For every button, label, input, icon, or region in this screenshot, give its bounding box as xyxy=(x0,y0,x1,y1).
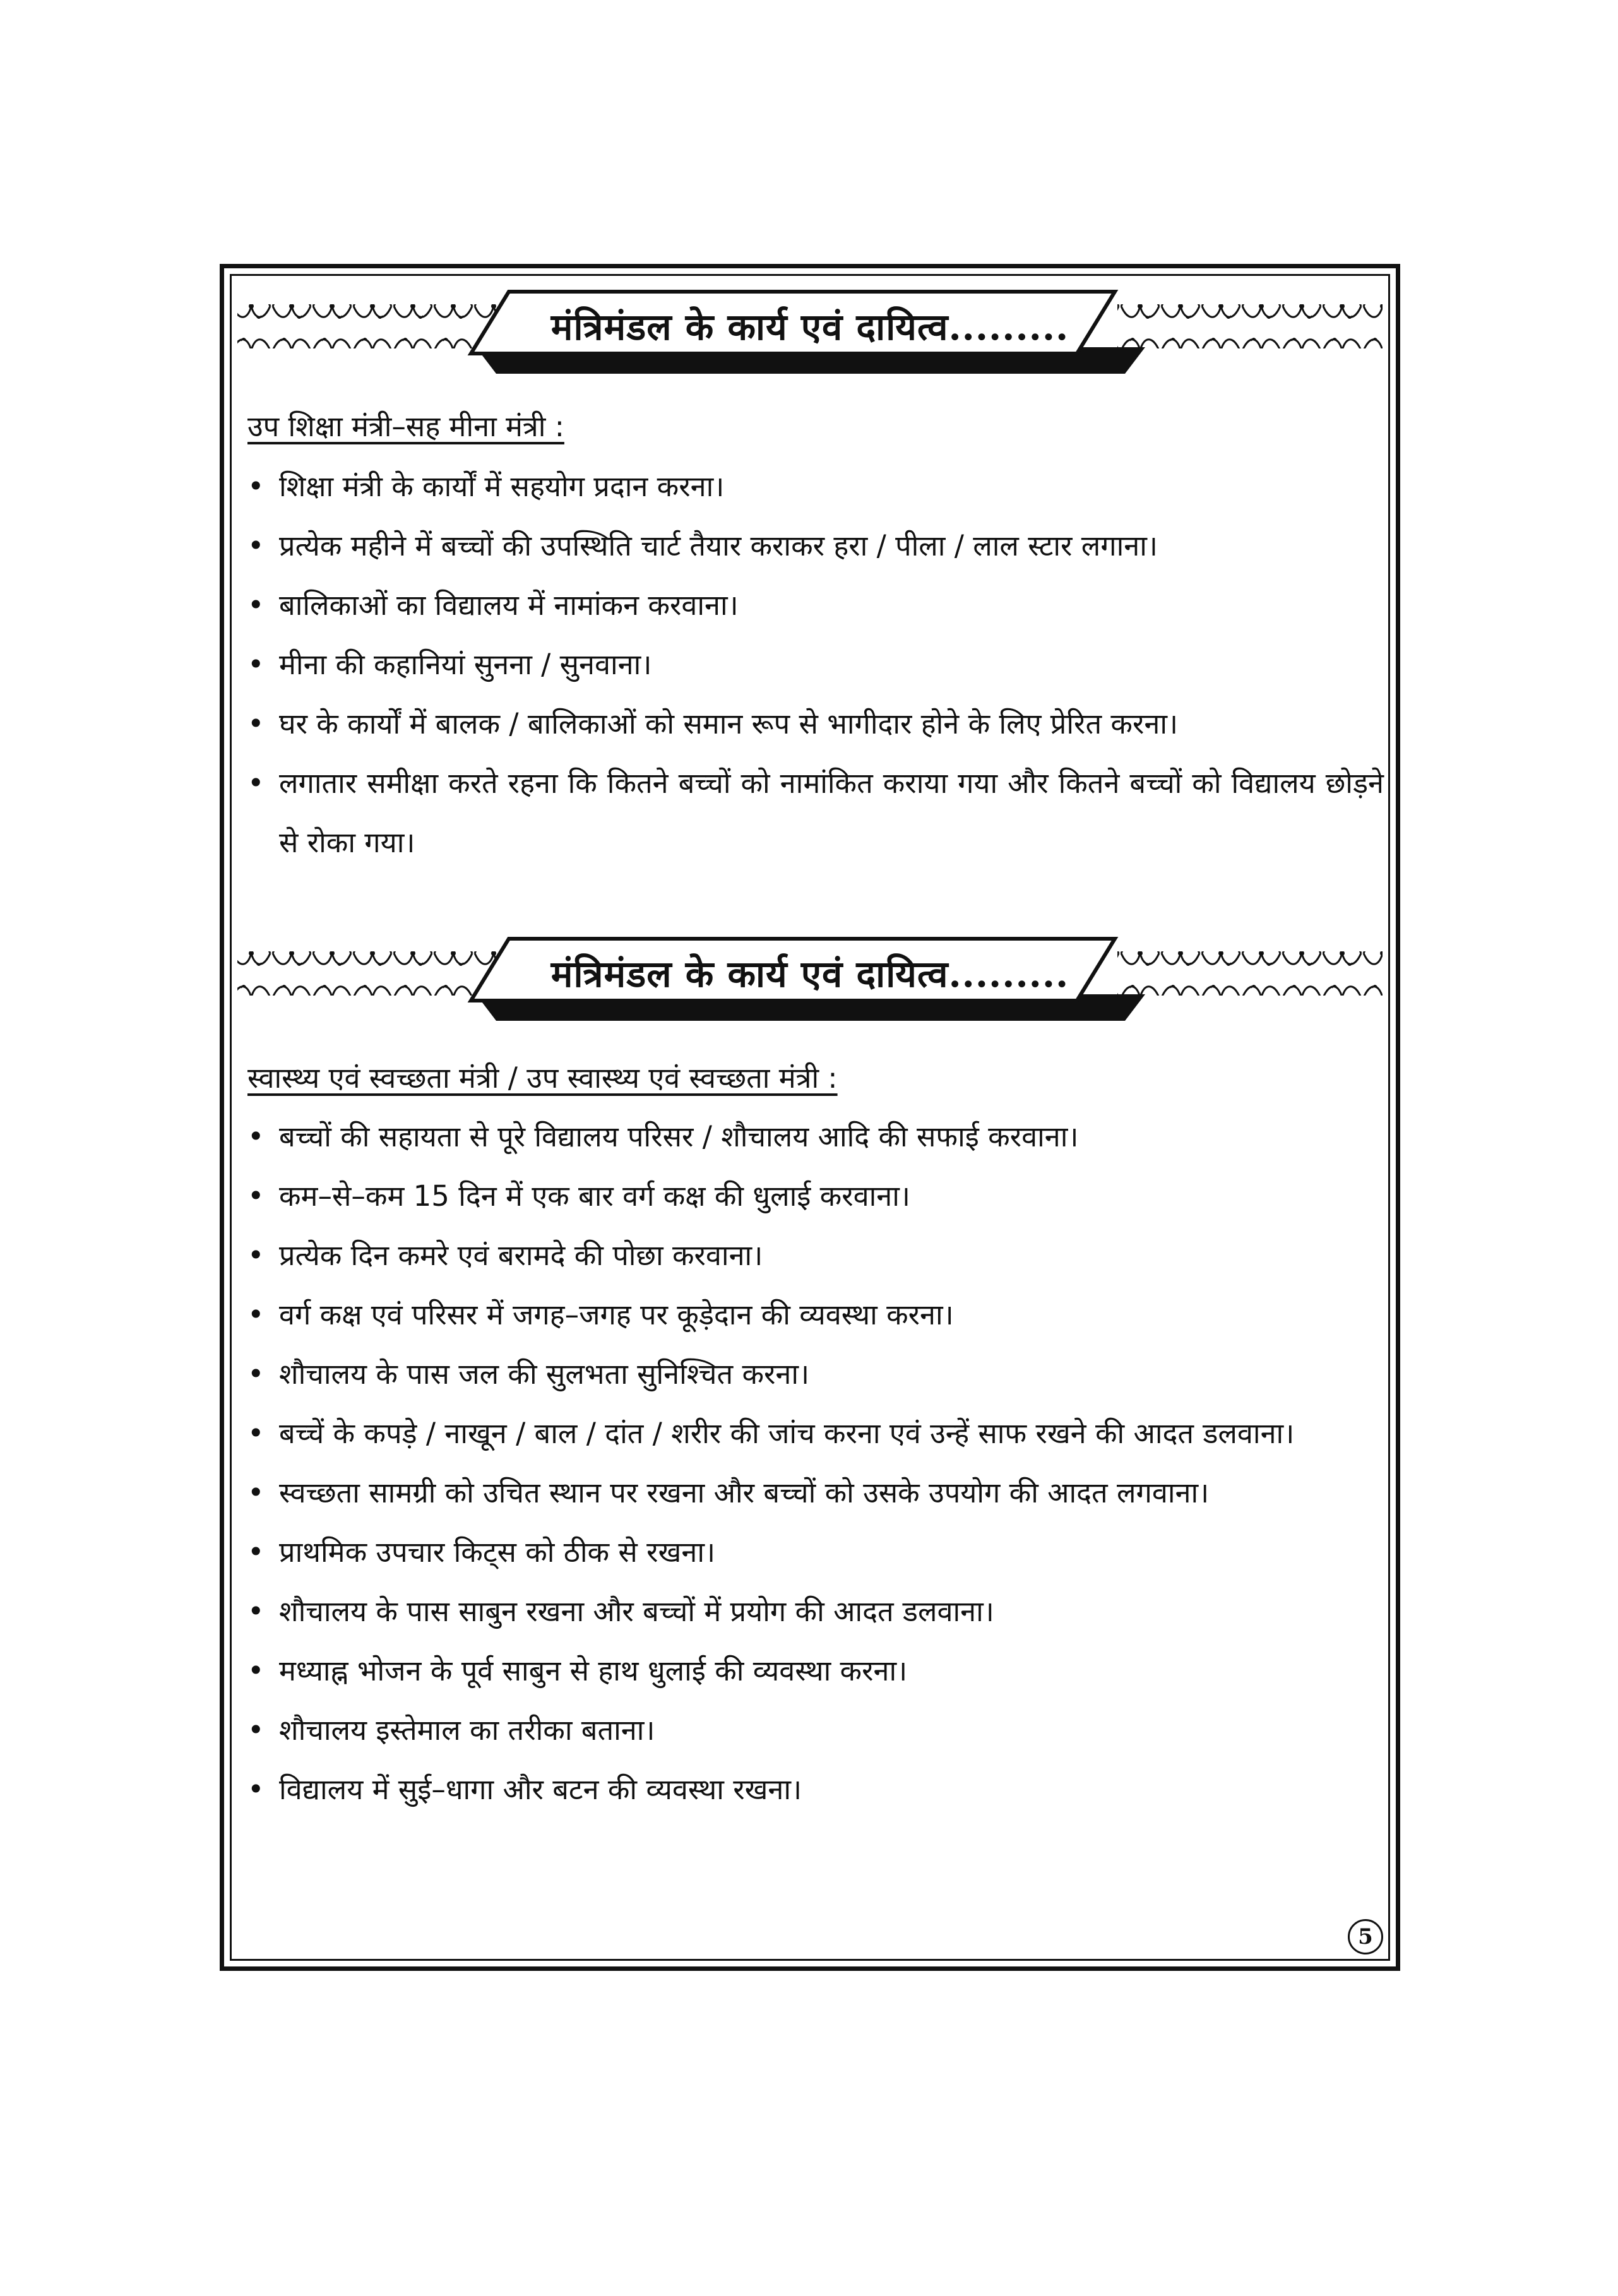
section-header-banner xyxy=(231,931,1389,1026)
bullet-icon: • xyxy=(247,1120,265,1153)
bullet-icon: • xyxy=(247,1713,265,1747)
bullet-icon: • xyxy=(247,1595,265,1628)
page-number-badge: 5 xyxy=(1348,1919,1383,1954)
list-item: • वर्ग कक्ष एवं परिसर में जगह–जगह पर कूड़ेदान की व्यवस्था करना। xyxy=(247,1285,1384,1345)
list-item: • प्रत्येक महीने में बच्चों की उपस्थिति चार्ट तैयार कराकर हरा / पीला / लाल स्टार लगाना। xyxy=(247,516,1384,576)
list-item: • कम–से–कम 15 दिन में एक बार वर्ग कक्ष की धुलाई करवाना। xyxy=(247,1167,1384,1226)
bullet-icon: • xyxy=(247,1417,265,1450)
duties-list xyxy=(247,457,1384,872)
bullet-icon: • xyxy=(247,470,265,503)
bullet-icon: • xyxy=(247,766,265,800)
list-item: • बच्चों की सहायता से पूरे विद्यालय परिसर / शौचालय आदि की सफाई करवाना। xyxy=(247,1107,1384,1167)
bullet-icon: • xyxy=(247,1179,265,1213)
bullet-icon: • xyxy=(247,648,265,681)
list-item: • लगातार समीक्षा करते रहना कि कितने बच्चों को नामांकित कराया गया और कितने बच्चों को विद्यालय छोड़ने से रोका गया। xyxy=(247,754,1384,872)
bullet-icon: • xyxy=(247,1298,265,1331)
duties-list xyxy=(247,1107,1384,1819)
list-item: • बालिकाओं का विद्यालय में नामांकन करवाना। xyxy=(247,576,1384,635)
list-item: • स्वच्छता सामग्री को उचित स्थान पर रखना और बच्चों को उसके उपयोग की आदत लगवाना। xyxy=(247,1463,1384,1523)
bullet-icon: • xyxy=(247,1773,265,1806)
list-item: • घर के कार्यों में बालक / बालिकाओं को समान रूप से भागीदार होने के लिए प्रेरित करना। xyxy=(247,694,1384,754)
list-item: • शिक्षा मंत्री के कार्यों में सहयोग प्रदान करना। xyxy=(247,457,1384,516)
bullet-icon: • xyxy=(247,707,265,741)
section-subheading: स्वास्थ्य एवं स्वच्छता मंत्री / उप स्वास्थ्य एवं स्वच्छता मंत्री : xyxy=(247,1061,838,1095)
section-title: मंत्रिमंडल के कार्य एवं दायित्व......... xyxy=(550,953,1069,996)
list-item: • मध्याह्न भोजन के पूर्व साबुन से हाथ धुलाई की व्यवस्था करना। xyxy=(247,1641,1384,1701)
list-item: • प्राथमिक उपचार किट्स को ठीक से रखना। xyxy=(247,1523,1384,1582)
list-item: • मीना की कहानियां सुनना / सुनवाना। xyxy=(247,635,1384,694)
section-title: मंत्रिमंडल के कार्य एवं दायित्व......... xyxy=(550,306,1069,348)
bullet-icon: • xyxy=(247,1654,265,1687)
bullet-icon: • xyxy=(247,1535,265,1569)
bullet-icon: • xyxy=(247,1239,265,1272)
list-item: • शौचालय इस्तेमाल का तरीका बताना। xyxy=(247,1701,1384,1760)
bullet-icon: • xyxy=(247,588,265,622)
list-item: • प्रत्येक दिन कमरे एवं बरामदे की पोछा करवाना। xyxy=(247,1226,1384,1285)
section-header-banner xyxy=(231,284,1389,379)
list-item: • विद्यालय में सुई–धागा और बटन की व्यवस्था रखना। xyxy=(247,1760,1384,1819)
bullet-icon: • xyxy=(247,1357,265,1391)
list-item: • शौचालय के पास जल की सुलभता सुनिश्चित करना। xyxy=(247,1345,1384,1404)
list-item: • बच्चें के कपड़े / नाखून / बाल / दांत / शरीर की जांच करना एवं उन्हें साफ रखने की आदत डलवाना। xyxy=(247,1404,1384,1463)
bullet-icon: • xyxy=(247,529,265,562)
bullet-icon: • xyxy=(247,1476,265,1509)
list-item: • शौचालय के पास साबुन रखना और बच्चों में प्रयोग की आदत डलवाना। xyxy=(247,1582,1384,1641)
section-subheading: उप शिक्षा मंत्री–सह मीना मंत्री : xyxy=(247,410,564,443)
